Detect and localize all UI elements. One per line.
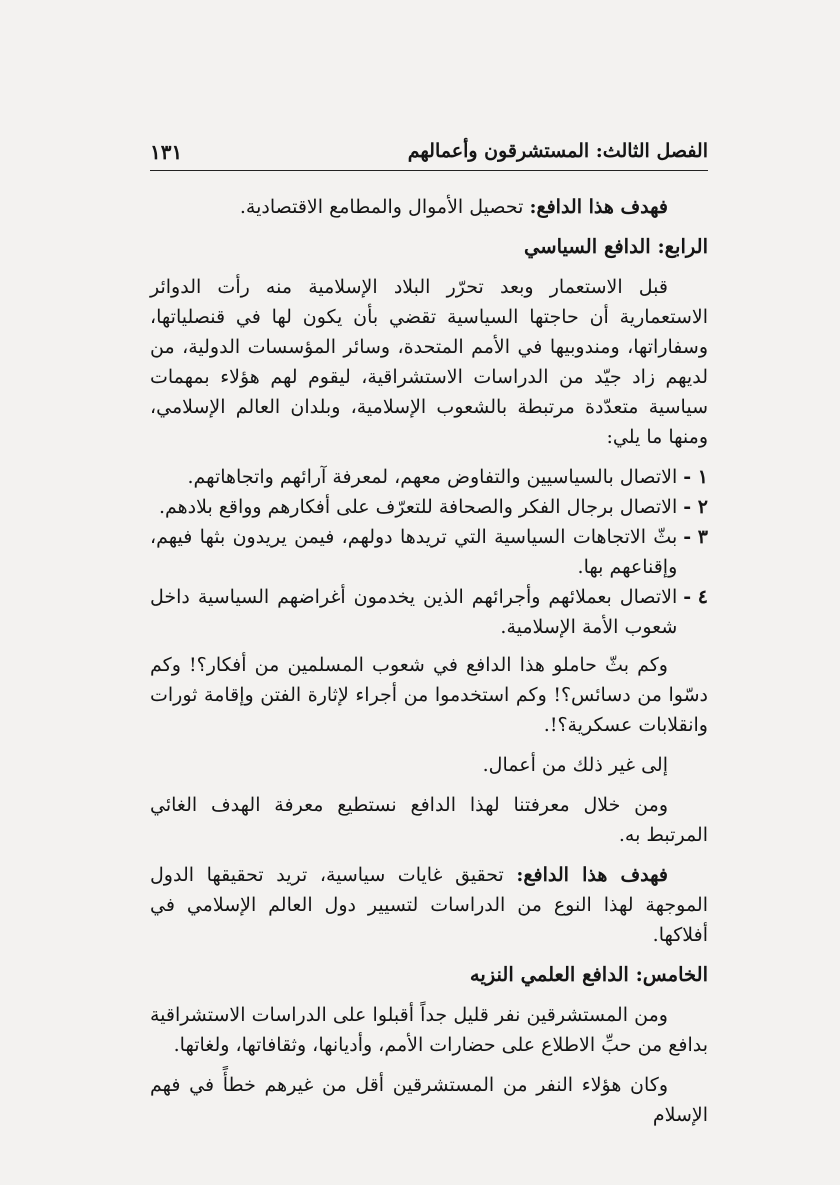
paragraph-text: تحصيل الأموال والمطامع الاقتصادية.: [239, 196, 530, 218]
paragraph-goal-political: [150, 860, 708, 950]
list-item-number: ٢ -: [683, 496, 708, 518]
page-body: [150, 192, 708, 1140]
list-item: [150, 522, 708, 582]
paragraph-lead: فهدف هذا الدافع:: [516, 864, 668, 886]
list-item-text: بثّ الاتجاهات السياسية التي تريدها دولهم، فيمن يريدون بثها فيهم، وإقناعهم بها.: [150, 526, 678, 578]
paragraph-scientific-continuation: وكان هؤلاء النفر من المستشرقين أقل من غيرهم خطأً في فهم الإسلام: [150, 1074, 708, 1126]
chapter-title: الفصل الثالث: المستشرقون وأعمالهم: [407, 140, 708, 162]
list-item: [150, 462, 708, 492]
section-heading-political: الرابع: الدافع السياسي: [523, 235, 708, 258]
paragraph-political-effects: وكم بثّ حاملو هذا الدافع في شعوب المسلمين من أفكار؟! وكم دسّوا من دسائس؟! وكم استخدموا من أجراء لإثارة الفتن وإقامة ثورات وانقلابات عسكرية؟!.: [150, 654, 708, 736]
political-tasks-list: [150, 462, 708, 642]
list-item-text: الاتصال بالسياسيين والتفاوض معهم، لمعرفة آرائهم واتجاهاتهم.: [187, 466, 678, 488]
paragraph-lead: فهدف هذا الدافع:: [529, 196, 668, 218]
section-heading-scientific: الخامس: الدافع العلمي النزيه: [469, 963, 708, 986]
list-item: [150, 492, 708, 522]
list-item-number: ١ -: [683, 466, 708, 488]
paragraph-scientific-intro: ومن المستشرقين نفر قليل جداً أقبلوا على الدراسات الاستشراقية بدافع من حبِّ الاطلاع على حضارات الأمم، وأديانها، وثقافاتها، ولغاتها.: [150, 1004, 708, 1056]
paragraph-other-works: إلى غير ذلك من أعمال.: [482, 754, 668, 776]
paragraph-text: تحقيق غايات سياسية، تريد تحقيقها الدول الموجهة لهذا النوع من الدراسات لتسيير دول العالم الإسلامي في أفلاكها.: [150, 864, 708, 946]
list-item-number: ٤ -: [683, 586, 708, 608]
page-header: [150, 136, 708, 170]
list-item-text: الاتصال بعملائهم وأجرائهم الذين يخدمون أغراضهم السياسية داخل شعوب الأمة الإسلامية.: [150, 586, 678, 638]
paragraph-knowing-goal: ومن خلال معرفتنا لهذا الدافع نستطيع معرفة الهدف الغائي المرتبط به.: [150, 794, 708, 846]
list-item-text: الاتصال برجال الفكر والصحافة للتعرّف على أفكارهم وواقع بلادهم.: [158, 496, 678, 518]
page-number: ١٣١: [150, 140, 183, 164]
paragraph-political-intro: قبل الاستعمار وبعد تحرّر البلاد الإسلامية منه رأت الدوائر الاستعمارية أن حاجتها السياسية تقضي بأن يكون لها في قنصلياتها، وسفاراتها، ومندوبيها في الأمم المتحدة، وسائر المؤسسات الدولية، من لديهم زاد جيّد من الدراسات الاستشراقية، ليقوم لهم هؤلاء بمهمات سياسية متعدّدة مرتبطة بالشعوب الإسلامية، وبلدان العالم الإسلامي، ومنها ما يلي:: [150, 276, 708, 448]
paragraph-goal-economic: [150, 192, 708, 222]
header-rule: [150, 170, 708, 171]
list-item: [150, 582, 708, 642]
list-item-number: ٣ -: [683, 526, 708, 548]
